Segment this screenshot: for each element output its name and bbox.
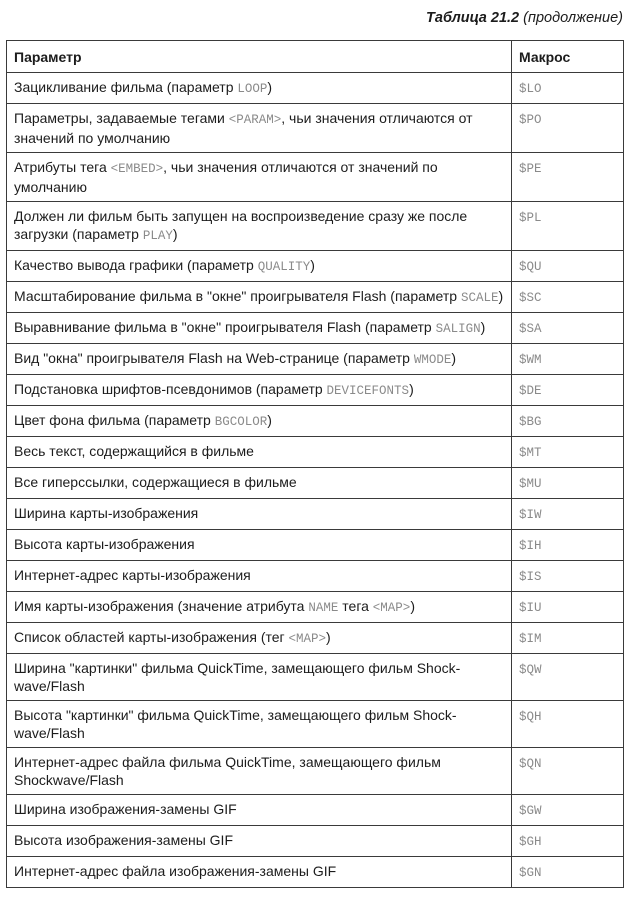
macro-code: $IU <box>519 601 542 615</box>
table-row <box>7 344 624 375</box>
code-token: BGCOLOR <box>214 415 268 429</box>
param-cell <box>7 406 512 437</box>
param-text: ) <box>267 412 272 428</box>
table-row <box>7 104 624 153</box>
macro-cell <box>512 623 624 654</box>
table-row <box>7 375 624 406</box>
param-text: ) <box>451 350 457 366</box>
param-text: Высота карты-изображения <box>14 536 195 552</box>
param-text: Вид "окна" проигрывателя Flash на Web-странице (параметр <box>14 350 414 366</box>
macro-code: $PO <box>519 113 542 127</box>
macro-cell <box>512 795 624 826</box>
code-token: QUALITY <box>257 260 311 274</box>
macro-cell <box>512 282 624 313</box>
macro-cell <box>512 654 624 701</box>
param-cell <box>7 623 512 654</box>
macro-code: $GN <box>519 866 542 880</box>
macro-cell <box>512 826 624 857</box>
macro-cell <box>512 202 624 251</box>
macro-code: $IH <box>519 539 542 553</box>
code-token: NAME <box>308 601 339 615</box>
param-text: Подстановка шрифтов-псевдонимов (параметр <box>14 381 327 397</box>
code-token: DEVICEFONTS <box>326 384 410 398</box>
param-text: Список областей карты-изображения (тег <box>14 629 289 645</box>
macro-cell <box>512 344 624 375</box>
macro-code: $WM <box>519 353 542 367</box>
table-row <box>7 592 624 623</box>
param-text: Имя карты-изображения (значение атрибута <box>14 598 309 614</box>
param-cell <box>7 153 512 202</box>
macro-code: $QH <box>519 710 542 724</box>
param-cell <box>7 202 512 251</box>
param-cell <box>7 437 512 468</box>
param-text: , чьи значения отличаются от значений по умолчанию <box>14 110 473 146</box>
param-text: ) <box>409 381 414 397</box>
header-macro: Макрос <box>512 41 624 73</box>
param-text: Выравнивание фильма в "окне" проигрывателя Flash (параметр <box>14 319 436 335</box>
param-text: Масштабирование фильма в "окне" проигрывателя Flash (параметр <box>14 288 461 304</box>
code-token: <EMBED> <box>110 162 164 176</box>
table-row <box>7 153 624 202</box>
param-text: Зацикливание фильма (параметр <box>14 79 238 95</box>
macro-table <box>6 40 624 888</box>
table-row <box>7 701 624 748</box>
macro-code: $DE <box>519 384 542 398</box>
macro-cell <box>512 73 624 104</box>
param-text: Интернет-адрес файла изображения-замены GIF <box>14 863 337 879</box>
macro-cell <box>512 406 624 437</box>
table-row <box>7 282 624 313</box>
param-cell <box>7 857 512 888</box>
table-row <box>7 73 624 104</box>
macro-cell <box>512 375 624 406</box>
table-row <box>7 437 624 468</box>
param-cell <box>7 561 512 592</box>
code-token: <PARAM> <box>228 113 282 127</box>
code-token: PLAY <box>142 229 173 243</box>
macro-cell <box>512 104 624 153</box>
param-text: Ширина карты-изображения <box>14 505 199 521</box>
table-row <box>7 406 624 437</box>
param-text: Интернет-адрес карты-изображения <box>14 567 251 583</box>
table-row <box>7 499 624 530</box>
macro-cell <box>512 437 624 468</box>
param-text: Должен ли фильм быть запущен на воспроизведение сразу же после загрузки (параметр <box>14 208 468 242</box>
table-row <box>7 468 624 499</box>
macro-code: $BG <box>519 415 542 429</box>
param-cell <box>7 344 512 375</box>
param-text: ) <box>498 288 504 304</box>
param-text: Высота "картинки" фильма QuickTime, замещающего фильм Shock-wave/Flash <box>14 707 457 741</box>
param-text: Цвет фона фильма (параметр <box>14 412 215 428</box>
macro-code: $QW <box>519 663 542 677</box>
macro-code: $QU <box>519 260 542 274</box>
param-cell <box>7 530 512 561</box>
macro-code: $LO <box>519 82 542 96</box>
code-token: SCALE <box>460 291 499 305</box>
macro-code: $GH <box>519 835 542 849</box>
param-text: Все гиперссылки, содержащиеся в фильме <box>14 474 297 490</box>
macro-cell <box>512 499 624 530</box>
macro-code: $MT <box>519 446 542 460</box>
param-text: Весь текст, содержащийся в фильме <box>14 443 254 459</box>
param-cell <box>7 748 512 795</box>
param-cell <box>7 499 512 530</box>
param-text: Интернет-адрес файла фильма QuickTime, замещающего фильм Shockwave/Flash <box>14 754 441 788</box>
macro-cell <box>512 701 624 748</box>
param-text: ) <box>480 319 486 335</box>
macro-cell <box>512 530 624 561</box>
param-text: ) <box>326 629 331 645</box>
macro-cell <box>512 561 624 592</box>
macro-cell <box>512 748 624 795</box>
macro-code: $QN <box>519 757 542 771</box>
param-cell <box>7 104 512 153</box>
macro-cell <box>512 592 624 623</box>
table-row <box>7 748 624 795</box>
param-text: тега <box>338 598 373 614</box>
table-row <box>7 313 624 344</box>
macro-cell <box>512 251 624 282</box>
macro-code: $PE <box>519 162 542 176</box>
macro-cell <box>512 153 624 202</box>
macro-cell <box>512 857 624 888</box>
param-text: Параметры, задаваемые тегами <box>14 110 229 126</box>
param-text: Ширина изображения-замены GIF <box>14 801 237 817</box>
param-cell <box>7 73 512 104</box>
table-row <box>7 561 624 592</box>
param-text: ) <box>310 257 315 273</box>
param-text: Качество вывода графики (параметр <box>14 257 258 273</box>
table-continuation: (продолжение) <box>523 10 623 26</box>
table-row <box>7 251 624 282</box>
macro-code: $IS <box>519 570 542 584</box>
code-token: SALIGN <box>435 322 481 336</box>
param-text: , чьи значения отличаются от значений по умолчанию <box>14 159 438 195</box>
code-token: LOOP <box>237 82 268 96</box>
table-row <box>7 654 624 701</box>
macro-code: $IW <box>519 508 542 522</box>
table-number: Таблица 21.2 <box>426 10 520 26</box>
param-cell <box>7 251 512 282</box>
param-text: Высота изображения-замены GIF <box>14 832 234 848</box>
table-row <box>7 857 624 888</box>
macro-cell <box>512 468 624 499</box>
param-cell <box>7 795 512 826</box>
macro-code: $GW <box>519 804 542 818</box>
header-param: Параметр <box>7 41 512 73</box>
macro-code: $MU <box>519 477 542 491</box>
table-body <box>7 73 624 888</box>
param-text: ) <box>172 226 178 242</box>
param-cell <box>7 826 512 857</box>
param-cell <box>7 375 512 406</box>
macro-code: $SC <box>519 291 542 305</box>
macro-code: $SA <box>519 322 542 336</box>
param-cell <box>7 468 512 499</box>
param-cell <box>7 592 512 623</box>
table-row <box>7 826 624 857</box>
table-header-row <box>7 41 624 73</box>
code-token: <MAP> <box>288 632 327 646</box>
table-row <box>7 795 624 826</box>
table-row <box>7 623 624 654</box>
table-caption <box>426 10 623 26</box>
param-text: Ширина "картинки" фильма QuickTime, замещающего фильм Shock-wave/Flash <box>14 660 461 694</box>
code-token: <MAP> <box>372 601 411 615</box>
table-row <box>7 530 624 561</box>
param-cell <box>7 654 512 701</box>
param-cell <box>7 282 512 313</box>
macro-cell <box>512 313 624 344</box>
table-row <box>7 202 624 251</box>
macro-code: $IM <box>519 632 542 646</box>
param-cell <box>7 313 512 344</box>
param-text: ) <box>267 79 273 95</box>
param-text: Атрибуты тега <box>14 159 111 175</box>
macro-code: $PL <box>519 211 542 225</box>
code-token: WMODE <box>413 353 452 367</box>
param-cell <box>7 701 512 748</box>
param-text: ) <box>410 598 415 614</box>
